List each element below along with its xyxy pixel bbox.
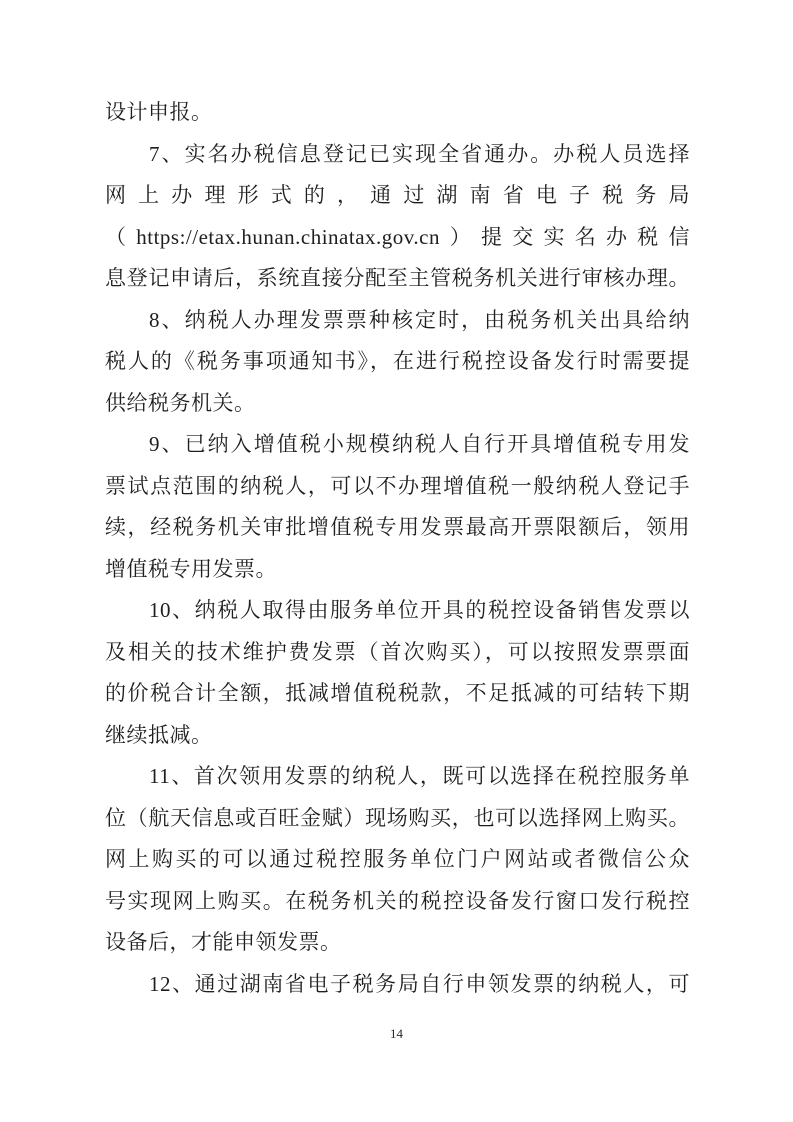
text-line: 网上购买的可以通过税控服务单位门户网站或者微信公众 — [105, 847, 690, 871]
text-line: （https://etax.hunan.chinatax.gov.cn）提交实名办税信 — [105, 224, 690, 249]
text-line: 号实现网上购买。在税务机关的税控设备发行窗口发行税控 — [105, 888, 690, 913]
text-line: 网上办理形式的，通过湖南省电子税务局 — [105, 183, 690, 207]
text-line: 及相关的技术维护费发票（首次购买），可以按照发票票面 — [105, 639, 690, 664]
text-line: 设备后，才能申领发票。 — [105, 930, 342, 954]
text-line: 的价税合计全额，抵减增值税税款，不足抵减的可结转下期 — [105, 681, 690, 705]
document-body — [105, 92, 690, 1005]
text-line: 7、实名办税信息登记已实现全省通办。办税人员选择 — [149, 141, 690, 166]
text-line: 位（航天信息或百旺金赋）现场购买，也可以选择网上购买。 — [105, 805, 690, 830]
text-line: 续，经税务机关审批增值税专用发票最高开票限额后，领用 — [105, 515, 690, 539]
text-line: 票试点范围的纳税人，可以不办理增值税一般纳税人登记手 — [105, 473, 690, 498]
text-line: 供给税务机关。 — [105, 390, 256, 415]
text-line: 增值税专用发票。 — [105, 556, 277, 581]
text-line: 12、通过湖南省电子税务局自行申领发票的纳税人，可 — [149, 971, 690, 996]
text-line: 税人的《税务事项通知书》，在进行税控设备发行时需要提 — [105, 349, 690, 373]
text-line: 9、已纳入增值税小规模纳税人自行开具增值税专用发 — [149, 432, 690, 456]
text-line: 息登记申请后，系统直接分配至主管税务机关进行审核办理。 — [105, 266, 690, 290]
page-number: 14 — [390, 1026, 403, 1041]
text-line: 继续抵减。 — [105, 722, 213, 747]
text-line: 11、首次领用发票的纳税人，既可以选择在税控服务单 — [149, 764, 690, 788]
text-line: 10、纳税人取得由服务单位开具的税控设备销售发票以 — [149, 598, 690, 622]
text-line: 8、纳税人办理发票票种核定时，由税务机关出具给纳 — [149, 307, 690, 332]
text-line: 设计申报。 — [105, 100, 213, 124]
